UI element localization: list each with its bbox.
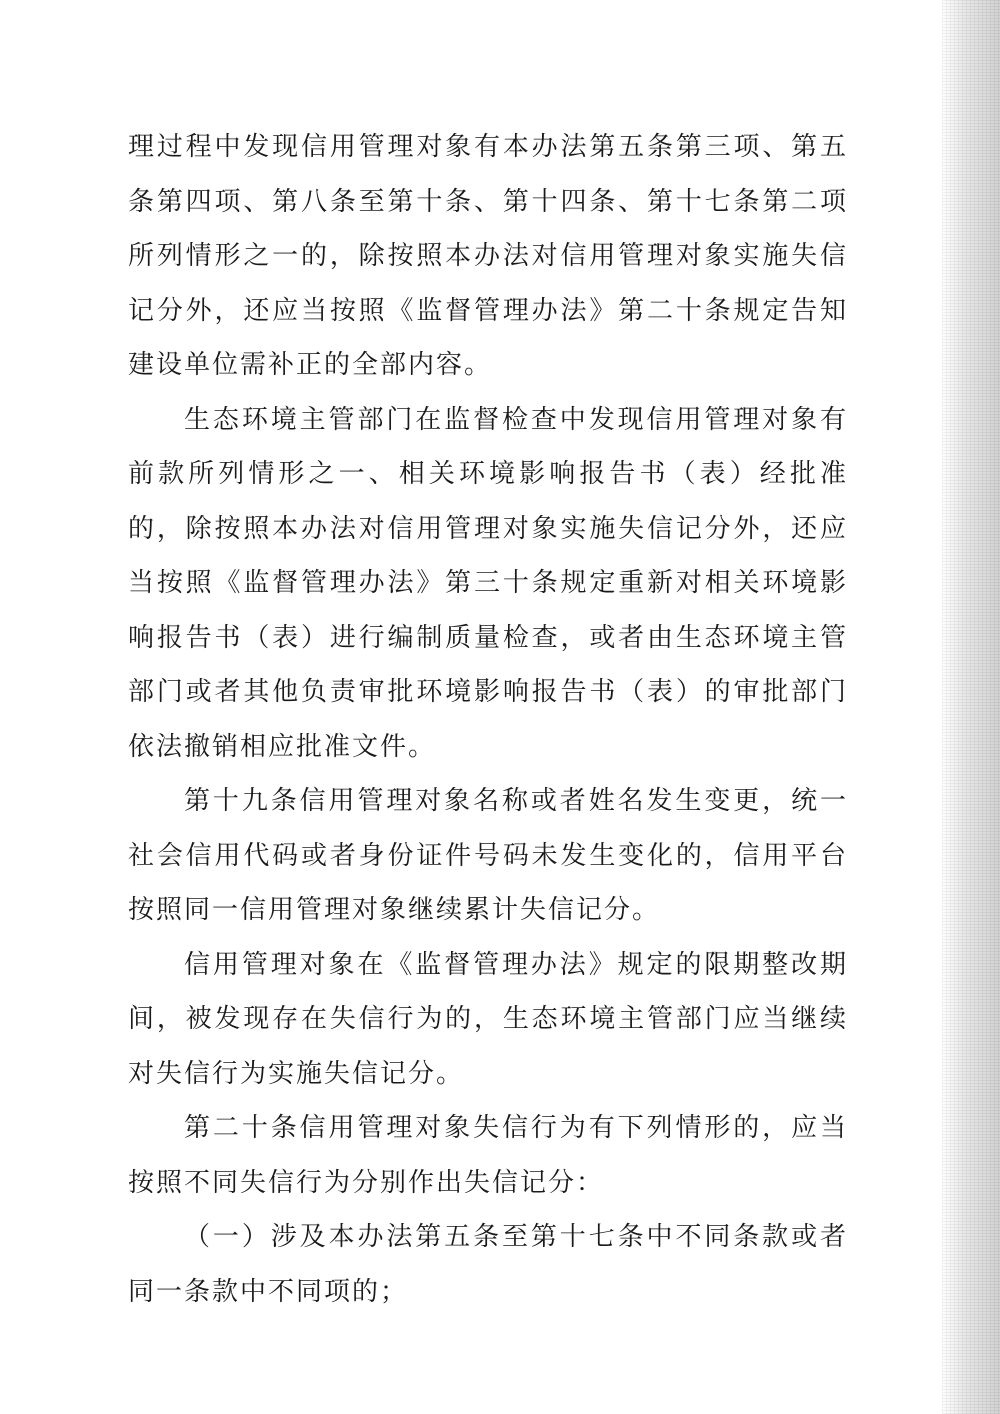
paragraph-item-1: （一）涉及本办法第五条至第十七条中不同条款或者同一条款中不同项的；: [128, 1222, 848, 1307]
paragraph-article-19: 第十九条信用管理对象名称或者姓名发生变更，统一社会信用代码或者身份证件号码未发生变化的，信用平台按照同一信用管理对象继续累计失信记分。: [128, 786, 848, 925]
paragraph-rectification-period: 信用管理对象在《监督管理办法》规定的限期整改期间，被发现存在失信行为的，生态环境主管部门应当继续对失信行为实施失信记分。: [128, 949, 848, 1089]
paragraph-article-20: 第二十条信用管理对象失信行为有下列情形的，应当按照不同失信行为分别作出失信记分：: [128, 1113, 848, 1198]
scan-shadow-edge: [942, 0, 1000, 1414]
paragraph-supervision-check: 生态环境主管部门在监督检查中发现信用管理对象有前款所列情形之一、相关环境影响报告书（表）经批准的，除按照本办法对信用管理对象实施失信记分外，还应当按照《监督管理办法》第三十条规定重新对相关环境影响报告书（表）进行编制质量检查，或者由生态环境主管部门或者其他负责审批环境影响报告书（表）的审批部门依法撤销相应批准文件。: [128, 404, 848, 762]
paragraph-continuation: 理过程中发现信用管理对象有本办法第五条第三项、第五条第四项、第八条至第十条、第十四条、第十七条第二项所列情形之一的，除按照本办法对信用管理对象实施失信记分外，还应当按照《监督管理办法》第二十条规定告知建设单位需补正的全部内容。: [128, 132, 848, 380]
document-body: [128, 120, 848, 1319]
